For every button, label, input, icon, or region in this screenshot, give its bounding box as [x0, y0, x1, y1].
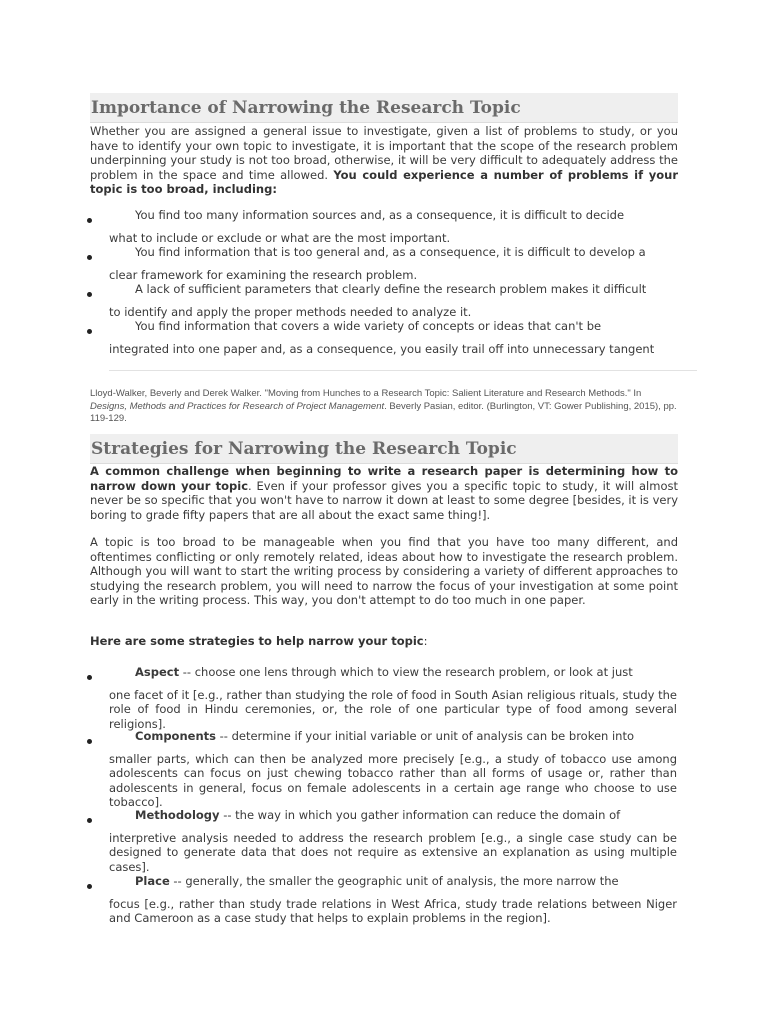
- bullet-icon: [87, 218, 92, 223]
- strategy-rest: smaller parts, which can then be analyzed more precisely [e.g., a study of tobacco use among adolescents can focus on just chewing tobacco rather than all forms of usage or, rather than adolescents in general, focus on female adolescents in a certain age range who choose to use tobacco].: [109, 751, 677, 809]
- bullet-icon: [87, 884, 92, 889]
- intro-paragraph: [90, 124, 678, 197]
- strategy-rest: interpretive analysis needed to address the research problem [e.g., a single case study can be designed to generate data that does not require as extensive an explanation as using multiple cases].: [109, 830, 677, 874]
- bullet-icon: [87, 818, 92, 823]
- list-item: [109, 319, 677, 356]
- list-item-lead: You find too many information sources and, as a consequence, it is difficult to decide: [135, 208, 625, 222]
- list-item: [109, 282, 677, 319]
- list-item-lead: You find information that covers a wide variety of concepts or ideas that can't be: [135, 319, 602, 333]
- bullet-icon: [87, 329, 92, 334]
- strategies-intro: [90, 634, 678, 649]
- strategy-label: Place: [135, 874, 170, 888]
- strategy-item-components: [109, 729, 677, 810]
- strategy-label: Aspect: [135, 665, 180, 679]
- section-heading-importance: Importance of Narrowing the Research Topic: [90, 93, 678, 123]
- challenge-bold-text: A common challenge when beginning to write a research paper is determining how to narrow down your topic: [90, 464, 678, 493]
- strategy-rest: one facet of it [e.g., rather than studying the role of food in South Asian religious rituals, study the role of food in Hindu ceremonies, or, the role of one particular type of food among several religions].: [109, 687, 677, 731]
- strategy-lead: -- the way in which you gather information can reduce the domain of: [219, 808, 621, 822]
- section-heading-strategies: Strategies for Narrowing the Research Topic: [90, 434, 678, 464]
- strategies-intro-bold: Here are some strategies to help narrow your topic: [90, 634, 424, 648]
- strategies-intro-colon: :: [423, 634, 428, 648]
- intro-bold-text: You could experience a number of problems if your topic is too broad, including:: [90, 167, 678, 196]
- bullet-icon: [87, 292, 92, 297]
- bullet-icon: [87, 255, 92, 260]
- strategy-item-methodology: [109, 808, 677, 874]
- citation-title: Designs, Methods and Practices for Research of Project Management: [90, 400, 385, 412]
- challenge-paragraph: [90, 464, 678, 522]
- strategy-lead: -- generally, the smaller the geographic unit of analysis, the more narrow the: [169, 874, 619, 888]
- strategy-lead: -- choose one lens through which to view the research problem, or look at just: [179, 665, 633, 679]
- broad-topic-paragraph: A topic is too broad to be manageable when you find that you have too many different, and oftentimes conflicting or only remotely related, ideas about how to investigate the research problem. Although you will want to start the writing process by considering a variety of different approaches to studying the research problem, you will need to narrow the focus of your investigation at some point early in the writing process. This way, you don't attempt to do too much in one paper.: [90, 535, 678, 607]
- strategy-item-aspect: [109, 665, 677, 731]
- list-item-lead: A lack of sufficient parameters that clearly define the research problem makes it difficult: [135, 282, 647, 296]
- list-item-lead: You find information that is too general and, as a consequence, it is difficult to develop a: [135, 245, 646, 259]
- strategy-rest: focus [e.g., rather than study trade relations in West Africa, study trade relations between Niger and Cameroon as a case study that helps to explain problems in the region].: [109, 896, 677, 925]
- intro-text: Whether you are assigned a general issue to investigate, given a list of problems to study, or you have to identify your own topic to investigate, it is important that the scope of the research problem underpinning your study is not too broad, otherwise, it will be very difficult to adequately address the problem in the space and time allowed.: [90, 124, 678, 182]
- strategy-item-place: [109, 874, 677, 926]
- divider: [109, 370, 697, 371]
- list-item: [109, 245, 677, 282]
- strategy-label: Methodology: [135, 808, 220, 822]
- list-item-rest: to identify and apply the proper methods needed to analyze it.: [109, 304, 472, 319]
- citation-publisher: . Beverly Pasian, editor. (Burlington, VT: Gower Publishing, 2015), pp. 119-129.: [90, 400, 677, 424]
- list-item-rest: what to include or exclude or what are the most important.: [109, 230, 451, 245]
- list-item-rest: integrated into one paper and, as a consequence, you easily trail off into unnecessary tangent: [109, 341, 655, 356]
- challenge-text: . Even if your professor gives you a specific topic to study, it will almost never be so specific that you won't have to narrow it down at least to some degree [besides, it is very boring to grade fifty papers that are all about the exact same thing!].: [90, 478, 678, 522]
- list-item-rest: clear framework for examining the research problem.: [109, 267, 418, 282]
- bullet-icon: [87, 675, 92, 680]
- bullet-icon: [87, 739, 92, 744]
- list-item: [109, 208, 677, 245]
- strategy-lead: -- determine if your initial variable or unit of analysis can be broken into: [215, 729, 635, 743]
- citation: [90, 388, 678, 426]
- citation-text: Lloyd-Walker, Beverly and Derek Walker. "Moving from Hunches to a Research Topic: Salient Literature and Research Methods." In: [90, 388, 642, 399]
- strategy-label: Components: [135, 729, 216, 743]
